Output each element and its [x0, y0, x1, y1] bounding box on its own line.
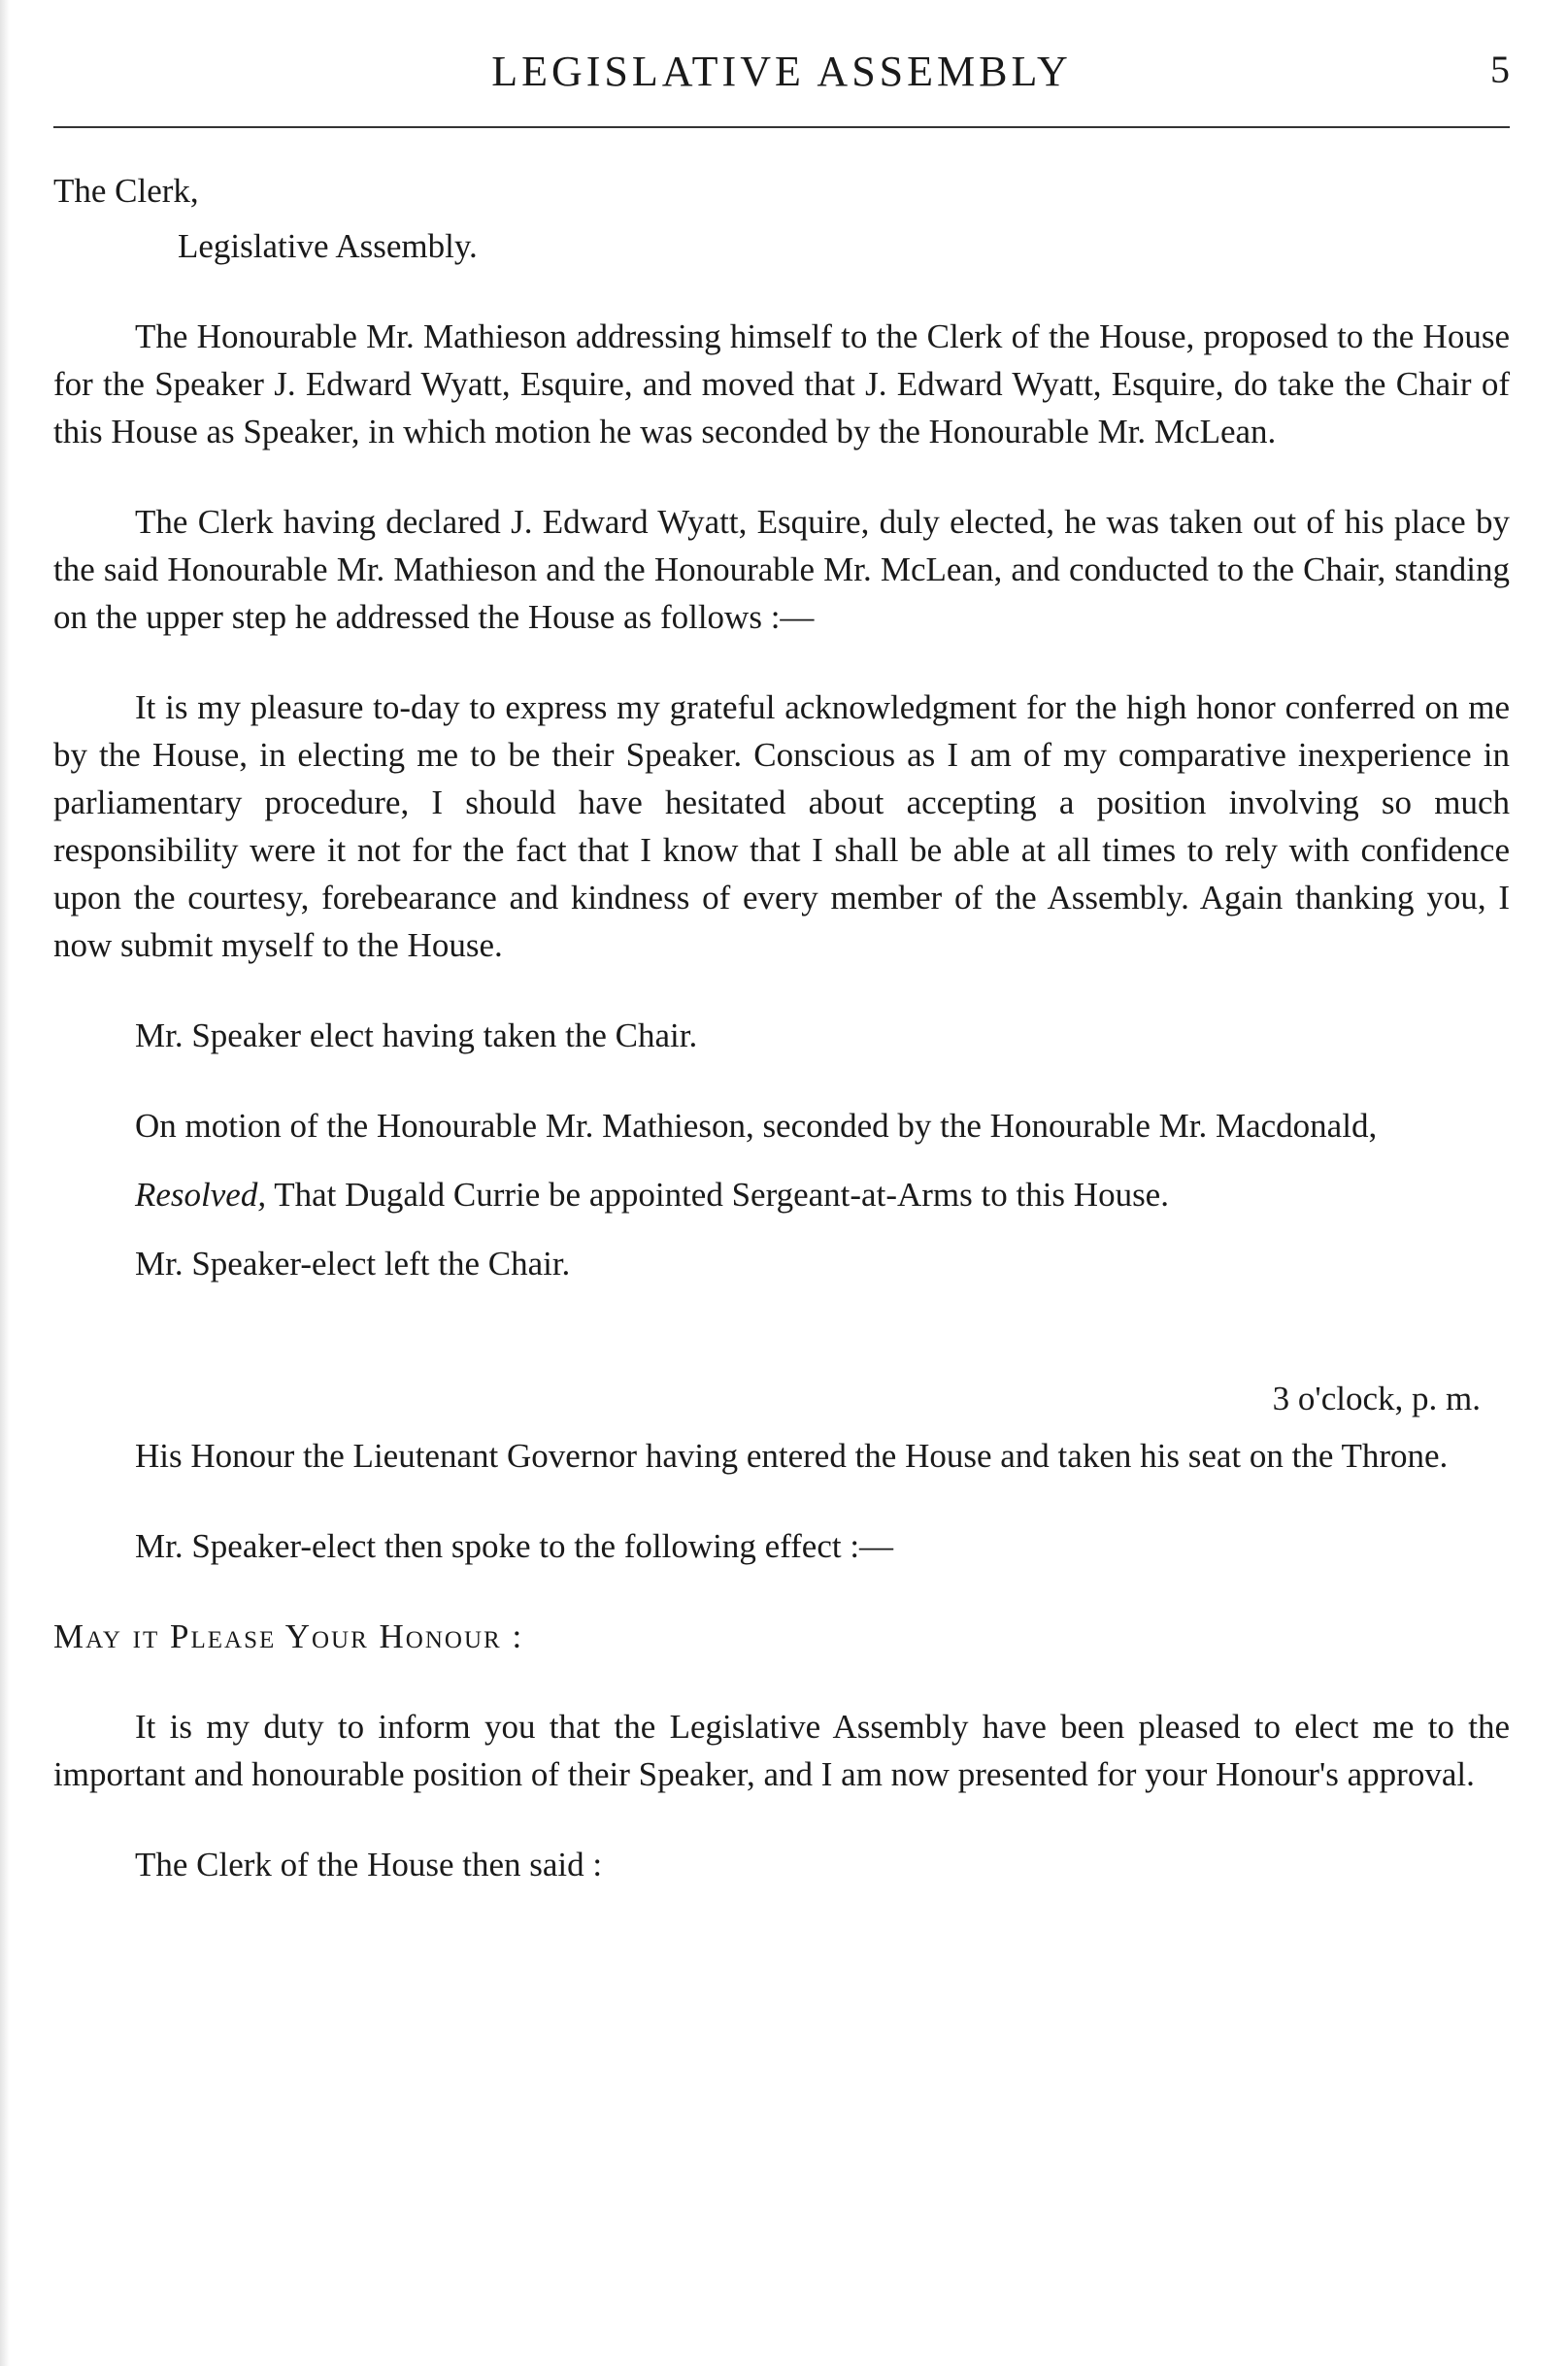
- resolution-text: That Dugald Currie be appointed Sergeant-at-Arms to this House.: [266, 1176, 1169, 1214]
- header-rule: [53, 126, 1510, 128]
- paragraph-motion-macdonald: On motion of the Honourable Mr. Mathieson, seconded by the Honourable Mr. Macdonald,: [135, 1107, 1378, 1145]
- address-line-2: Legislative Assembly.: [178, 227, 478, 265]
- resolved-label: Resolved,: [135, 1176, 267, 1214]
- page-edge-shadow: [0, 0, 10, 2366]
- page-number: 5: [1490, 48, 1510, 91]
- paragraph-governor-entered: His Honour the Lieutenant Governor having entered the House and taken his seat on the Throne.: [135, 1437, 1449, 1475]
- paragraph-duty: It is my duty to inform you that the Legislative Assembly have been pleased to elect me to the important and honourable position of their Speaker, and I am now presented for your Honour's approval.: [53, 1708, 1510, 1793]
- body-text: [53, 167, 1510, 1931]
- address-line-1: The Clerk,: [53, 172, 199, 210]
- paragraph-election: The Clerk having declared J. Edward Wyatt, Esquire, duly elected, he was taken out of his place by the said Honourable Mr. Mathieson and the Honourable Mr. McLean, and conducted to the Chair, standing on the upper step he addressed the House as follows :—: [53, 503, 1510, 636]
- paragraph-speech: It is my pleasure to-day to express my grateful acknowledgment for the high honor conferred on me by the House, in electing me to be their Speaker. Conscious as I am of my comparative inexperience in parliamentary procedure, I should have hesitated about accepting a position involving so much responsibility were it not for the fact that I know that I shall be able at all times to rely with confidence upon the courtesy, forebearance and kindness of every member of the Assembly. Again thanking you, I now submit myself to the House.: [53, 688, 1510, 964]
- running-head: [53, 39, 1510, 107]
- time-stamp: 3 o'clock, p. m.: [1272, 1380, 1481, 1417]
- header-title: LEGISLATIVE ASSEMBLY: [491, 48, 1072, 95]
- salutation: May it Please Your Honour :: [53, 1617, 524, 1655]
- paragraph-speaker-spoke: Mr. Speaker-elect then spoke to the following effect :—: [135, 1527, 894, 1565]
- paragraph-clerk-said: The Clerk of the House then said :: [135, 1846, 603, 1883]
- paragraph-motion: The Honourable Mr. Mathieson addressing himself to the Clerk of the House, proposed to the House for the Speaker J. Edward Wyatt, Esquire, and moved that J. Edward Wyatt, Esquire, do take the Chair of this House as Speaker, in which motion he was seconded by the Honourable Mr. McLean.: [53, 317, 1510, 450]
- paragraph-left-chair: Mr. Speaker-elect left the Chair.: [135, 1245, 571, 1283]
- paragraph-chair-taken: Mr. Speaker elect having taken the Chair.: [135, 1016, 698, 1054]
- paragraph-resolution: [53, 1171, 1510, 1218]
